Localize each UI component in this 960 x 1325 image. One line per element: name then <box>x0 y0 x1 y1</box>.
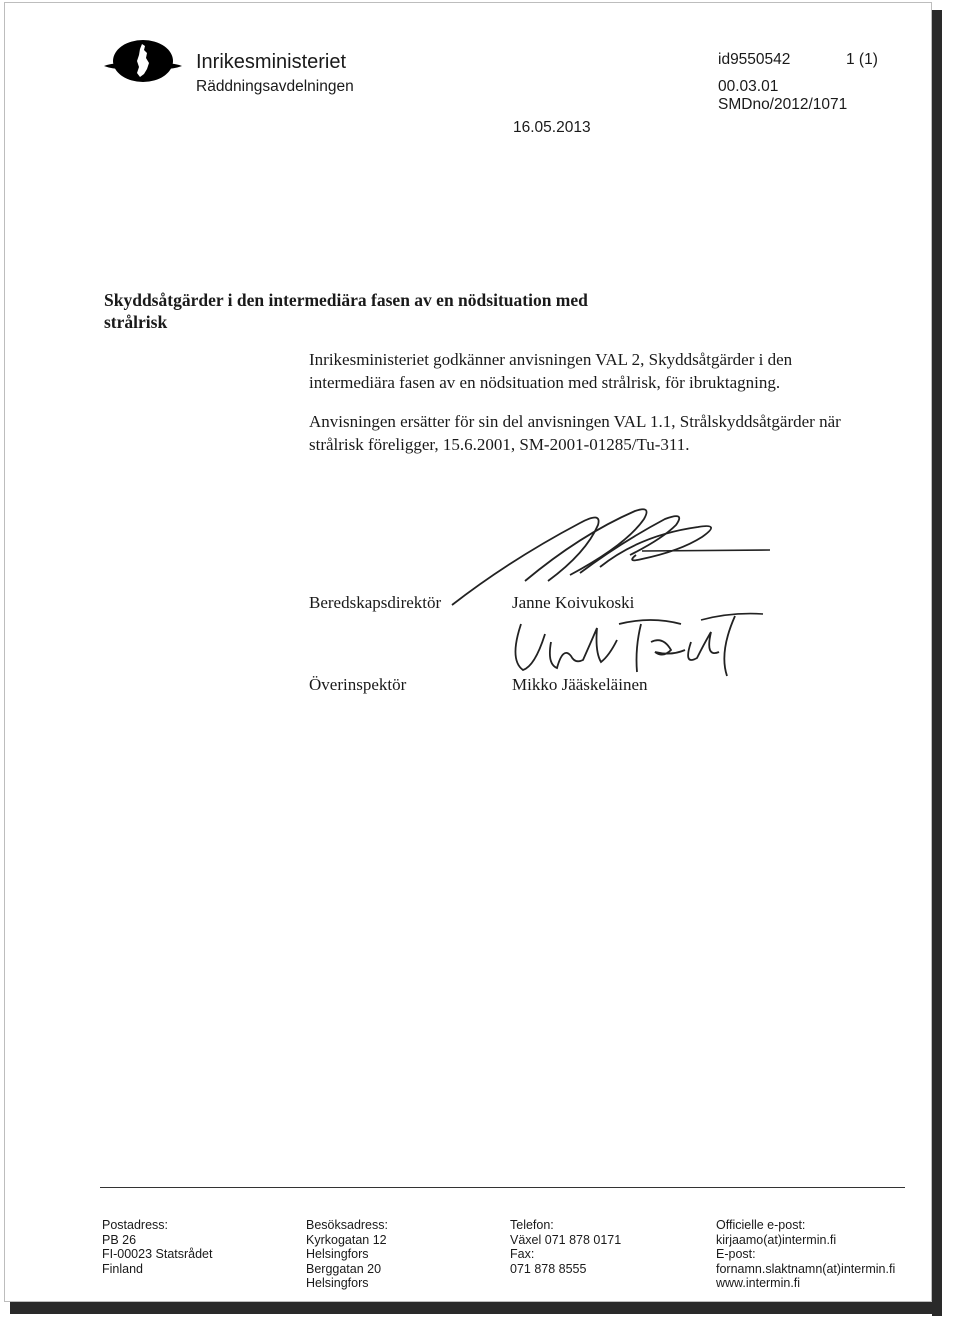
footer-phone-line: Växel 071 878 0171 <box>510 1232 622 1247</box>
footer-postal-label: Postadress: <box>102 1218 169 1232</box>
department-name: Räddningsavdelningen <box>196 78 354 95</box>
document-page <box>4 2 932 1302</box>
paragraph-2-line-2: strålrisk föreligger, 15.6.2001, SM-2001-01285/Tu-311. <box>309 435 690 454</box>
footer-postal-line: Finland <box>102 1261 143 1276</box>
finland-lion-emblem-icon <box>100 36 186 86</box>
page-shadow-right <box>932 10 942 1316</box>
signatory-2-title: Överinspektör <box>309 675 407 694</box>
footer-visiting-line: Kyrkogatan 12 <box>306 1232 387 1247</box>
footer-visiting-line: Berggatan 20 <box>306 1261 382 1276</box>
footer-postal-address <box>102 1218 212 1276</box>
page-shadow-bottom <box>10 1302 942 1314</box>
footer-divider <box>100 1187 905 1188</box>
footer-phone-line: Fax: <box>510 1247 535 1261</box>
footer-postal-line: FI-00023 Statsrådet <box>102 1247 213 1261</box>
footer-email-label: Officielle e-post: <box>716 1218 806 1232</box>
footer-postal-line: PB 26 <box>102 1232 137 1247</box>
footer-visiting-address <box>306 1218 388 1291</box>
footer-phone-label: Telefon: <box>510 1218 554 1232</box>
footer-email-line: E-post: <box>716 1247 756 1261</box>
signatory-1-name: Janne Koivukoski <box>512 593 635 612</box>
signatory-2-name: Mikko Jääskeläinen <box>512 675 648 694</box>
footer-phone <box>510 1218 621 1276</box>
handwritten-signature-jaaskelainen <box>505 612 775 682</box>
organization-name: Inrikesministeriet <box>196 51 347 73</box>
document-title-line-1: Skyddsåtgärder i den intermediära fasen av en nödsituation med <box>104 290 588 310</box>
footer-email <box>716 1218 895 1291</box>
footer-email-line: kirjaamo(at)intermin.fi <box>716 1232 837 1247</box>
footer-website-link[interactable]: www.intermin.fi <box>716 1276 801 1290</box>
archive-code: 00.03.01 <box>718 78 779 95</box>
footer-visiting-line: Helsingfors <box>306 1276 369 1290</box>
signatory-1-title: Beredskapsdirektör <box>309 593 442 612</box>
page-number: 1 (1) <box>846 51 878 68</box>
paragraph-1-line-2: intermediära fasen av en nödsituation med strålrisk, för ibruktagning. <box>309 373 781 392</box>
document-id: id9550542 <box>718 51 791 68</box>
reference-number: SMDno/2012/1071 <box>718 96 848 113</box>
footer-visiting-line: Helsingfors <box>306 1247 369 1261</box>
document-title-line-2: strålrisk <box>104 312 168 332</box>
footer-email-line: fornamn.slaktnamn(at)intermin.fi <box>716 1261 896 1276</box>
paragraph-2-line-1: Anvisningen ersätter för sin del anvisningen VAL 1.1, Strålskyddsåtgärder när <box>309 412 841 431</box>
footer-visiting-label: Besöksadress: <box>306 1218 388 1232</box>
footer-phone-line: 071 878 8555 <box>510 1261 587 1276</box>
paragraph-1-line-1: Inrikesministeriet godkänner anvisningen VAL 2, Skyddsåtgärder i den <box>309 350 793 369</box>
document-date: 16.05.2013 <box>513 119 591 136</box>
